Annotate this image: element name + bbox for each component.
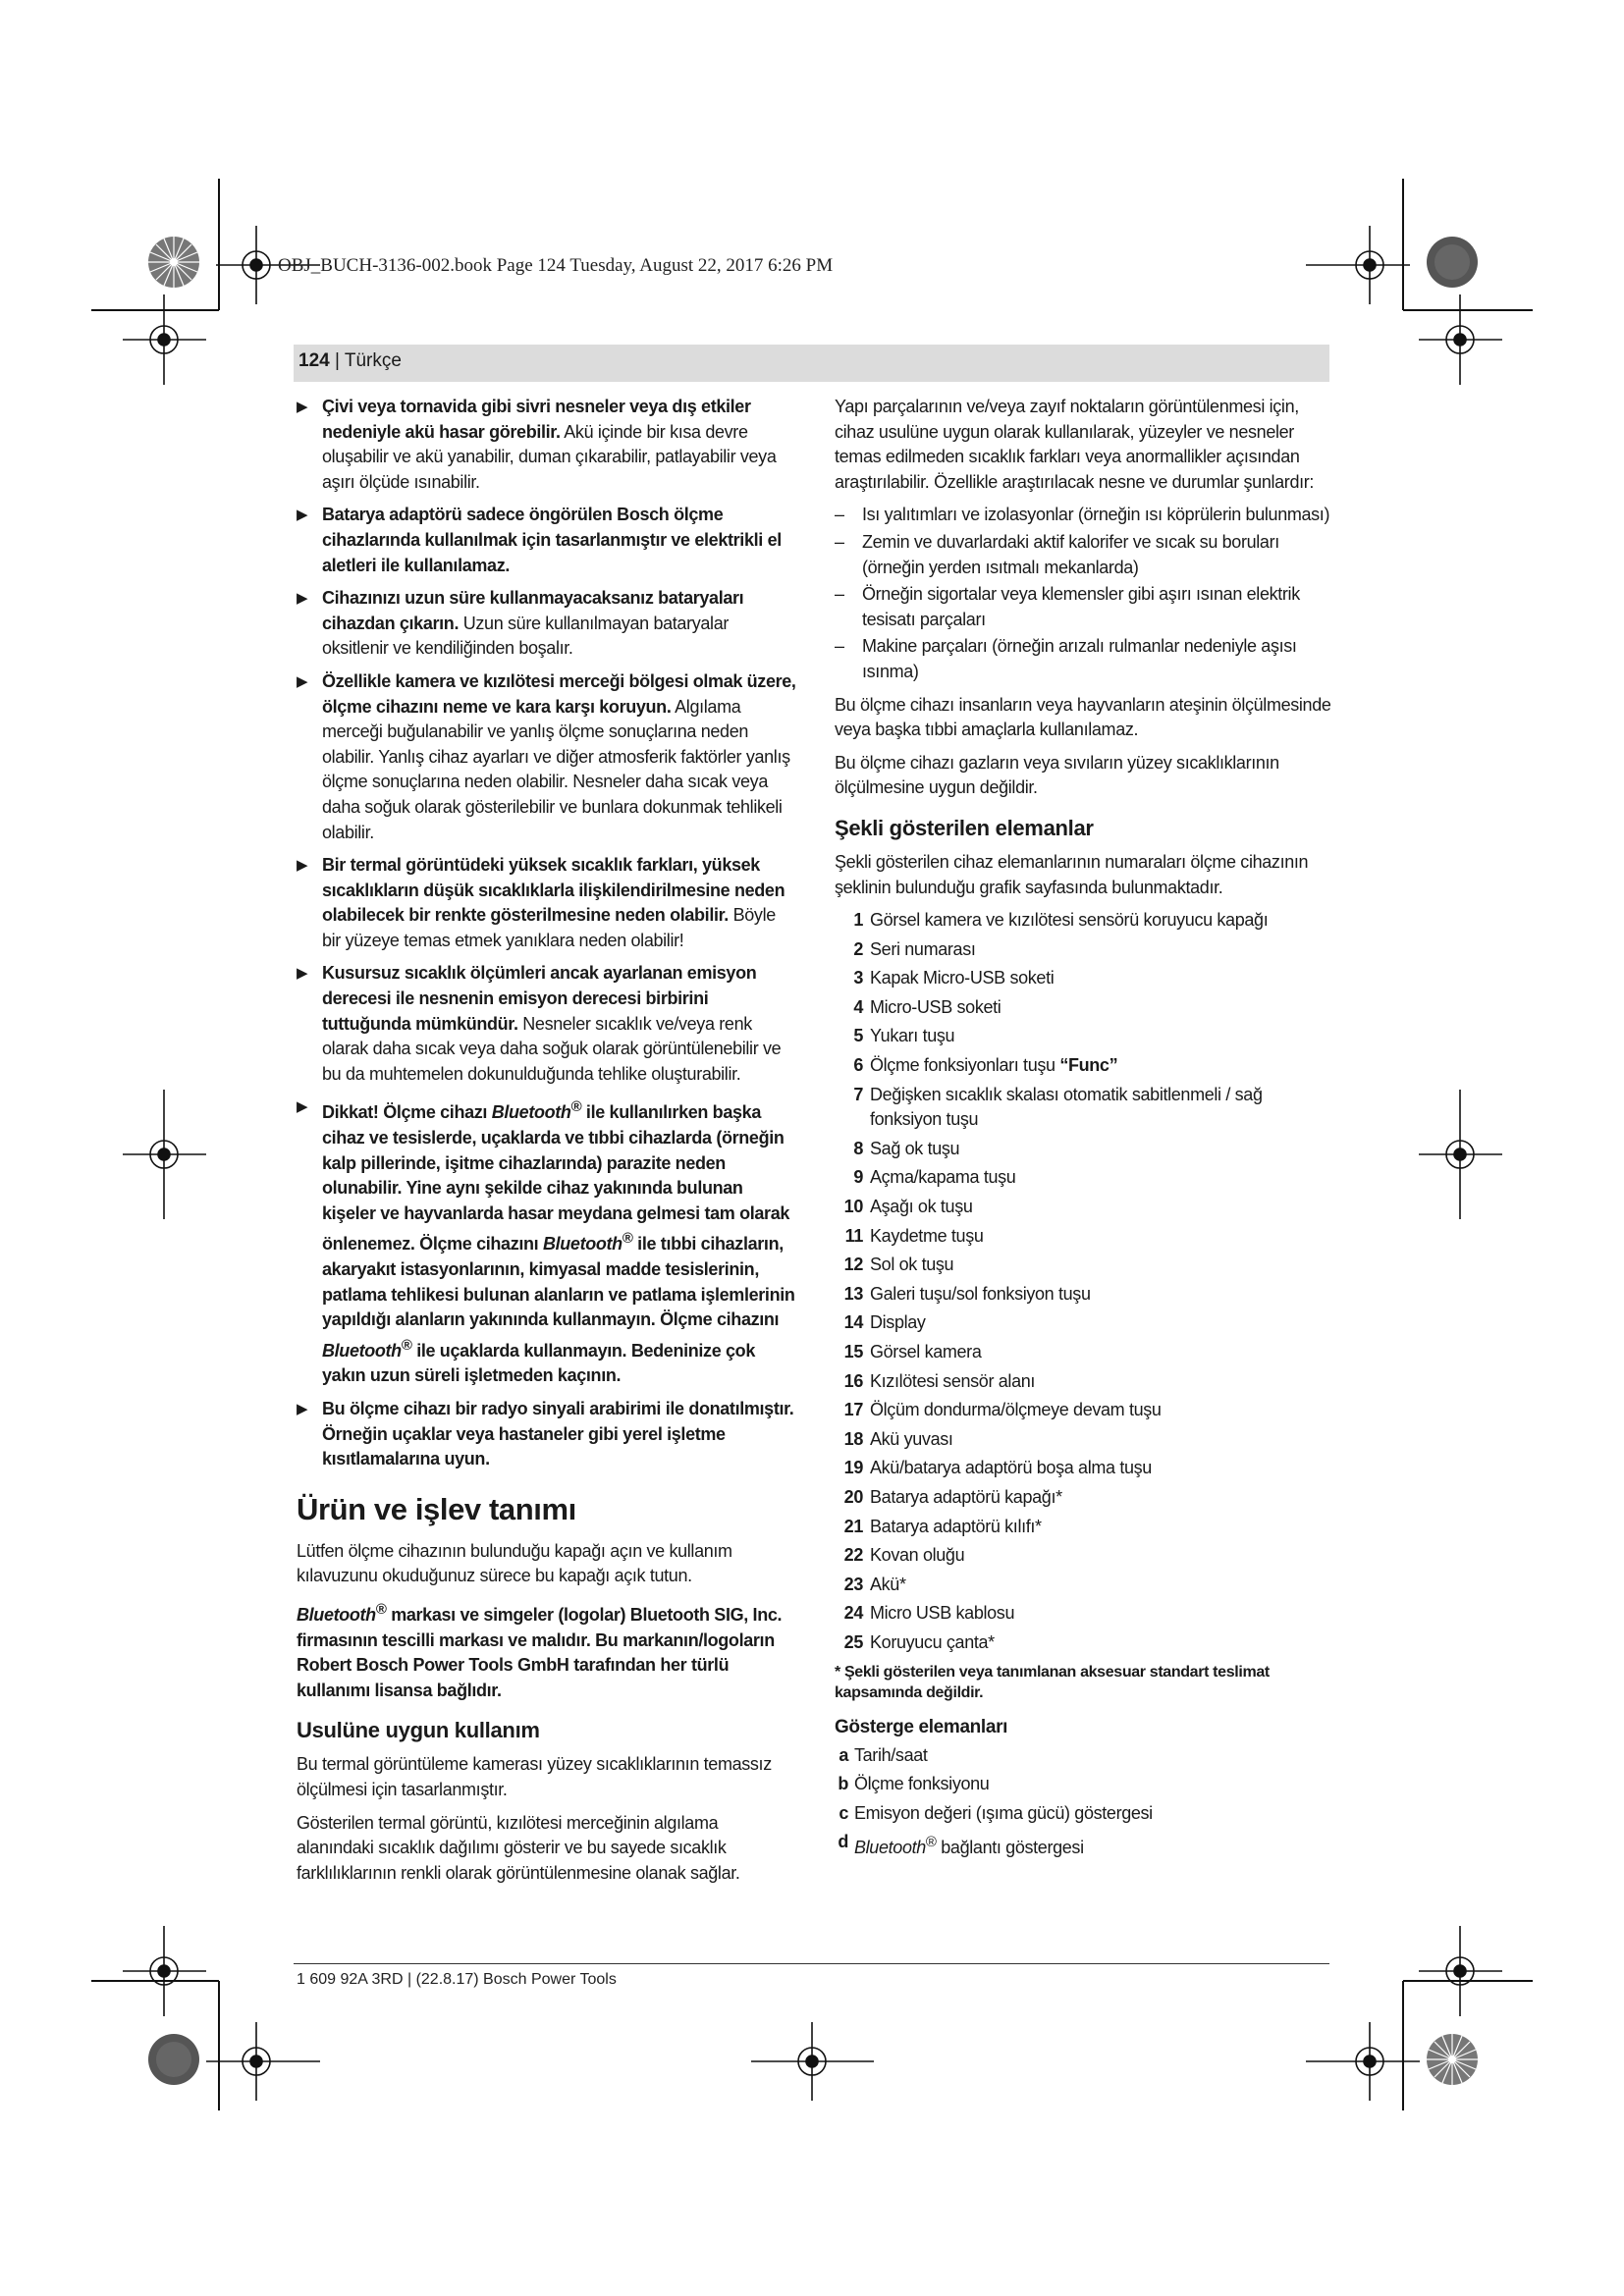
component-item: 11 Kaydetme tuşu: [844, 1225, 984, 1246]
intro-paragraph: Lütfen ölçme cihazının bulunduğu kapağı açın ve kullanım kılavuzunu okuduğunuz sürece bu kapağı açık tutun.: [297, 1540, 732, 1586]
color-wheel-mark-bottom-right: [1427, 2034, 1478, 2085]
page-footer: 1 609 92A 3RD | (22.8.17) Bosch Power Tools: [297, 1971, 617, 1988]
component-item: 24 Micro USB kablosu: [843, 1603, 1015, 1624]
components-list: [835, 908, 1333, 1655]
component-item: 16 Kızılötesi sensör alanı: [843, 1370, 1036, 1391]
triangle-bullet-icon: ▶: [297, 590, 308, 608]
page-header-band: [294, 345, 1329, 382]
triangle-bullet-icon: ▶: [297, 857, 308, 875]
safety-bullet-3: ▶ Cihazınızı uzun süre kullanmayacaksanız bataryaları cihazdan çıkarın. Uzun süre kullanılmayan bataryalar oksitlenir ve kendiliğinden boşalır.: [297, 588, 744, 659]
page-language: Türkçe: [344, 350, 402, 371]
dash-item-4: – Makine parçaları (örneğin arızalı rulmanlar nedeniyle aşısı ısınma): [835, 636, 1297, 681]
crosshair-mark-left-upper: [123, 294, 206, 385]
components-intro: Şekli gösterilen cihaz elemanlarının numaraları ölçme cihazının şeklinin bulunduğu grafik sayfasında bulunmaktadır.: [835, 851, 1309, 897]
safety-bullet-2: ▶ Batarya adaptörü sadece öngörülen Bosch ölçme cihazlarında kullanılmak için tasarlanmıştır ve elektrikli el aletleri ile kullanılamaz.: [297, 505, 782, 575]
triangle-bullet-icon: ▶: [297, 507, 308, 524]
gray-disc-mark-top-right: [1427, 237, 1478, 288]
display-item: b Ölçme fonksiyonu: [838, 1774, 990, 1794]
component-item: 5 Yukarı tuşu: [853, 1026, 955, 1046]
left-column: [297, 395, 797, 1894]
component-item: 2 Seri numarası: [853, 938, 976, 959]
display-item: a Tarih/saat: [839, 1744, 928, 1765]
accessory-footnote: * Şekli gösterilen veya tanımlanan aksesuar standart teslimat kapsamında değildir.: [835, 1663, 1270, 1701]
triangle-bullet-icon: ▶: [297, 672, 308, 690]
component-item: 8 Sağ ok tuşu: [853, 1138, 960, 1158]
component-item: 20 Batarya adaptörü kapağı*: [843, 1486, 1062, 1507]
component-item: 14 Display: [843, 1312, 926, 1333]
component-item: 1 Görsel kamera ve kızılötesi sensörü koruyucu kapağı: [853, 910, 1269, 931]
gas-liquid-note: Bu ölçme cihazı gazların veya sıvıların yüzey sıcaklıklarının ölçülmesine uygun değildir.: [835, 752, 1279, 798]
component-item: 23 Akü*: [843, 1574, 906, 1594]
component-item: 4 Micro-USB soketi: [853, 996, 1001, 1017]
safety-bullet-8: ▶ Bu ölçme cihazı bir radyo sinyali arabirimi ile donatılmıştır. Örneğin uçaklar veya hastaneler gibi yerel işletme kısıtlamalarına uyun.: [297, 1398, 794, 1469]
triangle-bullet-icon: ▶: [297, 965, 308, 983]
component-item: 17 Ölçüm dondurma/ölçmeye devam tuşu: [843, 1400, 1162, 1420]
footer-rule: [294, 1963, 1329, 1964]
component-item: 12 Sol ok tuşu: [843, 1255, 954, 1275]
page-header: 124 | Türkçe: [298, 350, 402, 371]
crosshair-mark-left-lower: [123, 1926, 206, 2016]
page-number: 124: [298, 350, 330, 371]
medical-use-warning: Bu ölçme cihazı insanların veya hayvanların ateşinin ölçülmesinde veya başka tıbbi amaçlarla kullanılamaz.: [835, 694, 1331, 740]
dash-item-1: – Isı yalıtımları ve izolasyonlar (örneğin ısı köprülerin bulunması): [835, 505, 1330, 525]
intended-use-paragraph-2: Gösterilen termal görüntü, kızılötesi merceğinin algılama alanındaki sıcaklık dağılımı gösterir ve bu sayede sıcaklık farklılıklarının renkli olarak görüntülenmesine olanak sağlar.: [297, 1812, 740, 1883]
color-wheel-mark-top-left: [148, 237, 199, 288]
bluetooth-trademark-note: Bluetooth® markası ve simgeler (logolar) Bluetooth SIG, Inc. firmasının tescilli markası ve malıdır. Bu markanın/logoların Robert Bosch Power Tools GmbH tarafından her türlü kullanımı lisansa bağlıdır.: [297, 1600, 783, 1700]
section-title: Ürün ve işlev tanımı: [297, 1491, 576, 1526]
display-item: c Emisyon değeri (ışıma gücü) göstergesi: [839, 1802, 1153, 1823]
safety-bullet-7: ▶ Dikkat! Ölçme cihazı Bluetooth® ile kullanılırken başka cihaz ve tesislerde, uçaklarda ve tıbbi cihazlarda (örneğin kalp pillerinde, işitme cihazlarında) parazite neden olunabilir. Yine aynı şekilde cihaz yakınında bulunan kişeler ve hayvanlarda hasar meydana gelmesi tam olarak önlenemez. Ölçme cihazını Bluetooth® ile tıbbi cihazların, akaryakıt istasyonlarının, kimyasal madde tesislerinin, patlama tehlikesi bulunan alanların ve patlama işlemlerinin yapıldığı alanların yakınında kullanmayın. Ölçme cihazını Bluetooth® ile uçaklarda kullanmayın. Bedeninize çok yakın uzun süreli işletmeden kaçının.: [297, 1095, 797, 1389]
component-item: 22 Kovan oluğu: [843, 1545, 965, 1566]
triangle-bullet-icon: ▶: [297, 1098, 308, 1116]
component-item: 15 Görsel kamera: [843, 1342, 982, 1362]
safety-bullet-4: ▶ Özellikle kamera ve kızılötesi merceği bölgesi olmak üzere, ölçme cihazını neme ve kara karşı koruyun. Algılama merceği buğulanabilir ve yanlış ölçme sonuçlarına neden olabilir. Yanlış cihaz ayarları ve diğer atmosferik faktörler yanlış ölçme sonuçlarına neden olabilir. Nesneler daha sıcak veya daha soğuk olarak gösterilebilir ve bunlara dokunmak tehlikeli olabilir.: [297, 670, 796, 842]
triangle-bullet-icon: ▶: [297, 399, 308, 415]
component-item: 6 Ölçme fonksiyonları tuşu “Func”: [853, 1055, 1118, 1076]
component-item: 25 Koruyucu çanta*: [843, 1631, 995, 1652]
crosshair-mark-right-middle: [1419, 1090, 1502, 1219]
component-item: 21 Batarya adaptörü kılıfı*: [843, 1516, 1042, 1536]
book-header: OBJ_BUCH-3136-002.book Page 124 Tuesday, August 22, 2017 6:26 PM: [278, 255, 834, 276]
crosshair-mark-left-middle: [123, 1090, 206, 1219]
crosshair-mark-right-upper: [1419, 294, 1502, 385]
component-item: 13 Galeri tuşu/sol fonksiyon tuşu: [843, 1283, 1091, 1304]
display-item: d Bluetooth® bağlantı göstergesi: [838, 1832, 1084, 1858]
component-item: 10 Aşağı ok tuşu: [843, 1197, 973, 1217]
component-item: 18 Akü yuvası: [843, 1428, 953, 1449]
component-item: 3 Kapak Micro-USB soketi: [853, 968, 1055, 988]
component-item: 9 Açma/kapama tuşu: [853, 1167, 1016, 1188]
gray-disc-mark-bottom-left: [148, 2034, 199, 2085]
usage-paragraph: Yapı parçalarının ve/veya zayıf noktaların görüntülenmesi için, cihaz usulüne uygun olarak kullanılarak, yüzeyler ve nesneler temas edilmeden sıcaklık farkları veya anormallikler açısından araştırılabilir. Özellikle araştırılacak nesne ve durumlar şunlardır:: [835, 397, 1315, 492]
crosshair-mark-top-right: [1306, 226, 1410, 304]
triangle-bullet-icon: ▶: [297, 1400, 308, 1417]
intended-use-paragraph-1: Bu termal görüntüleme kamerası yüzey sıcaklıklarının temassız ölçülmesi için tasarlanmıştır.: [297, 1754, 772, 1799]
components-title: Şekli gösterilen elemanlar: [835, 815, 1094, 840]
dash-item-2: – Zemin ve duvarlardaki aktif kalorifer ve sıcak su boruları (örneğin yerden ısıtmalı mekanlarda): [835, 531, 1279, 577]
component-item: 7 Değişken sıcaklık skalası otomatik sabitlenmeli / sağ fonksiyon tuşu: [853, 1084, 1263, 1130]
safety-bullet-1: ▶ Çivi veya tornavida gibi sivri nesneler veya dış etkiler nedeniyle akü hasar görebilir. Akü içinde bir kısa devre oluşabilir ve akü yanabilir, duman çıkarabilir, patlayabilir veya aşırı ölçüde ısınabilir.: [297, 397, 777, 492]
display-elements-title: Gösterge elemanları: [835, 1716, 1008, 1737]
crosshair-mark-right-lower: [1419, 1926, 1502, 2016]
safety-bullet-6: ▶ Kusursuz sıcaklık ölçümleri ancak ayarlanan emisyon derecesi ile nesnenin emisyon derecesi birbirini tuttuğunda mümkündür. Nesneler sıcaklık ve/veya renk olarak daha sıcak veya daha soğuk olarak görüntülenebilir ve bu da muhtemelen dokunulduğunda tehlike oluşturabilir.: [297, 963, 782, 1084]
component-item: 19 Akü/batarya adaptörü boşa alma tuşu: [843, 1458, 1152, 1478]
intended-use-title: Usulüne uygun kullanım: [297, 1718, 540, 1743]
right-column: [835, 395, 1333, 1865]
crosshair-mark-bottom-center: [751, 2022, 874, 2101]
dash-item-3: – Örneğin sigortalar veya klemensler gibi aşırı ısınan elektrik tesisatı parçaları: [835, 584, 1300, 629]
safety-bullet-5: ▶ Bir termal görüntüdeki yüksek sıcaklık farkları, yüksek sıcaklıkların düşük sıcaklıklarla ilişkilendirilmesine neden olabilecek bir renkte gösterilmesine neden olabilir. Böyle bir yüzeye temas etmek yanıklara neden olabilir!: [297, 855, 785, 950]
crosshair-mark-bottom-left: [206, 2022, 320, 2101]
